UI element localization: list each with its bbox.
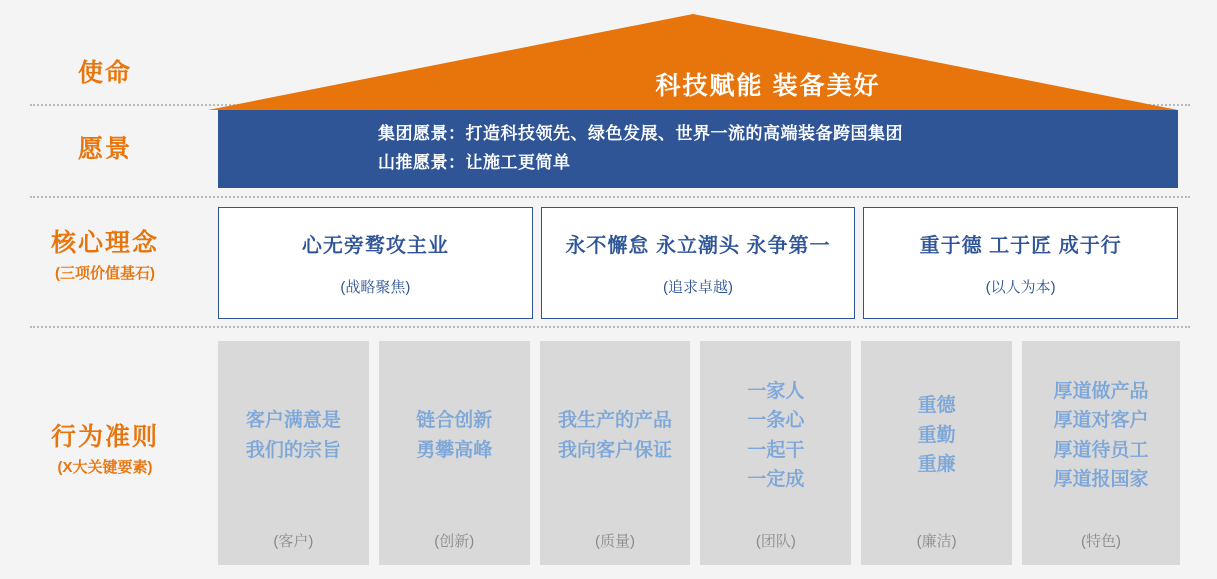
- vision-line-shantui: 山推愿景：让施工更简单: [378, 153, 571, 172]
- core-box-strategy[interactable]: [218, 207, 533, 319]
- core-box-excellence[interactable]: [541, 207, 856, 319]
- row-label-mission-text: 使命: [77, 59, 132, 87]
- conduct-card-innovation[interactable]: [379, 341, 530, 565]
- conduct-card-tag: (质量): [595, 533, 636, 550]
- row-label-conduct: [0, 422, 210, 477]
- mission-roof: [208, 14, 1178, 110]
- conduct-card-row: [218, 341, 1180, 565]
- divider-vision-core: [30, 196, 1190, 198]
- conduct-card-tag: (创新): [434, 533, 475, 550]
- conduct-card-tag: (客户): [273, 533, 314, 550]
- vision-line-group: 集团愿景：打造科技领先、绿色发展、世界一流的高端装备跨国集团: [378, 124, 903, 144]
- conduct-card-lines: 重德 重勤 重廉: [917, 395, 956, 476]
- conduct-card-tag: (特色): [1081, 533, 1122, 550]
- conduct-card-tag: (团队): [755, 533, 796, 550]
- conduct-card-lines: 链合创新 勇攀高峰: [416, 410, 493, 461]
- row-label-conduct-text: 行为准则: [50, 423, 159, 451]
- core-box-title: 永不懈怠 永立潮头 永争第一: [565, 235, 831, 257]
- conduct-card-quality[interactable]: [540, 341, 691, 565]
- conduct-card-tag: (廉洁): [916, 533, 957, 550]
- conduct-card-team[interactable]: [700, 341, 851, 565]
- conduct-card-lines: 厚道做产品 厚道对客户 厚道待员工 厚道报国家: [1053, 380, 1149, 490]
- divider-core-conduct: [30, 326, 1190, 328]
- row-label-core: [0, 228, 210, 283]
- mission-text-wrap: [208, 66, 1178, 102]
- row-label-vision-text: 愿景: [77, 135, 132, 163]
- core-box-note: (战略聚焦): [340, 279, 411, 296]
- row-label-conduct-sub: (X大关键要素): [57, 459, 153, 476]
- conduct-card-lines: 一家人 一条心 一起干 一定成: [747, 380, 805, 490]
- conduct-card-integrity[interactable]: [861, 341, 1012, 565]
- core-box-note: (以人为本): [985, 279, 1056, 296]
- conduct-card-lines: 客户满意是 我们的宗旨: [245, 410, 341, 461]
- conduct-card-character[interactable]: [1022, 341, 1180, 565]
- row-label-core-sub: (三项价值基石): [55, 265, 155, 282]
- core-concept-row: [218, 207, 1178, 319]
- core-box-title: 重于德 工于匠 成于行: [919, 235, 1122, 257]
- core-box-note: (追求卓越): [663, 279, 733, 296]
- mission-text: 科技赋能 装备美好: [655, 72, 881, 100]
- conduct-card-lines: 我生产的产品 我向客户保证: [558, 410, 673, 461]
- row-label-vision: [0, 134, 210, 164]
- core-box-title: 心无旁骛攻主业: [301, 235, 449, 257]
- row-label-core-text: 核心理念: [50, 229, 159, 257]
- conduct-card-customer[interactable]: [218, 341, 369, 565]
- vision-band: [218, 110, 1178, 188]
- core-box-people[interactable]: [863, 207, 1178, 319]
- row-label-mission: [0, 58, 210, 88]
